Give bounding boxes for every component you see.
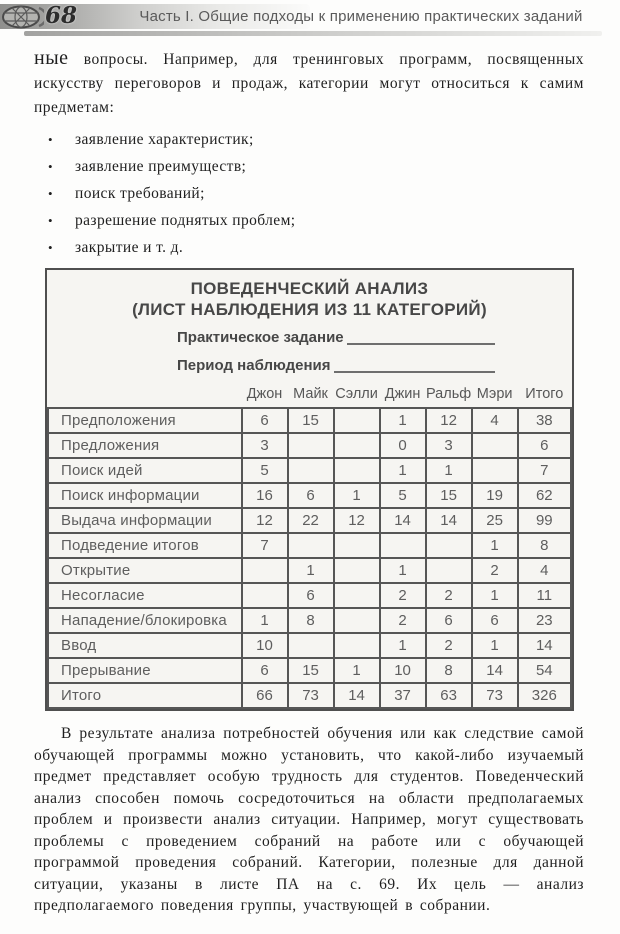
value-cell: 54 bbox=[518, 658, 571, 683]
value-cell: 14 bbox=[518, 633, 571, 658]
value-cell: 3 bbox=[242, 433, 288, 458]
bullet-marker: • bbox=[48, 186, 53, 201]
value-cell: 2 bbox=[426, 633, 472, 658]
bullet-item bbox=[48, 180, 584, 207]
column-header: Сэлли bbox=[335, 386, 378, 402]
value-cell: 11 bbox=[518, 583, 571, 608]
value-cell: 12 bbox=[242, 508, 288, 533]
intro-lead-word: ные bbox=[34, 47, 69, 69]
value-cell: 2 bbox=[472, 558, 518, 583]
value-cell bbox=[334, 458, 380, 483]
grid-body bbox=[48, 408, 571, 708]
value-cell: 1 bbox=[426, 458, 472, 483]
table-row bbox=[48, 583, 571, 608]
row-label: Поиск информации bbox=[48, 483, 242, 508]
value-cell: 1 bbox=[334, 658, 380, 683]
intro-text: вопросы. Например, для тренинговых программ, посвященных искусству переговоров и продаж, категории могут относиться к самим предметам: bbox=[34, 51, 584, 116]
value-cell bbox=[242, 558, 288, 583]
table-row bbox=[48, 558, 571, 583]
observation-table bbox=[47, 381, 572, 709]
value-cell: 1 bbox=[472, 633, 518, 658]
globe-icon bbox=[2, 5, 44, 29]
value-cell: 6 bbox=[518, 433, 571, 458]
page-number: 68 bbox=[45, 2, 78, 29]
table-row bbox=[48, 408, 571, 433]
row-label: Итого bbox=[48, 683, 242, 708]
value-cell: 66 bbox=[242, 683, 288, 708]
value-cell: 0 bbox=[380, 433, 426, 458]
value-cell: 62 bbox=[518, 483, 571, 508]
value-cell bbox=[334, 558, 380, 583]
value-cell: 63 bbox=[426, 683, 472, 708]
bullet-text: заявление преимуществ; bbox=[75, 158, 247, 175]
closing-paragraph: В результате анализа потребностей обучения или как следствие самой обучающей программы можно установить, что какой-либо изучаемый предмет представляет особую трудность для студентов. Поведенческий анализ способен помочь сосредоточиться на области предполагаемых проблем и произвести анализ ситуации. Например, могут существовать проблемы с проведением собраний на работе или с обучающей программой проведения собраний. Категории, полезные для данной ситуации, указаны в листе ПА на с. 69. Их цель — анализ предполагаемого поведения группы, участвующей в собрании. bbox=[34, 725, 584, 914]
bullet-text: закрытие и т. д. bbox=[75, 239, 184, 256]
value-cell: 14 bbox=[426, 508, 472, 533]
value-cell bbox=[472, 433, 518, 458]
value-cell: 3 bbox=[426, 433, 472, 458]
value-cell: 4 bbox=[518, 558, 571, 583]
value-cell: 6 bbox=[288, 583, 334, 608]
table-row bbox=[48, 683, 571, 708]
value-cell: 1 bbox=[288, 558, 334, 583]
value-cell: 14 bbox=[472, 658, 518, 683]
value-cell: 14 bbox=[380, 508, 426, 533]
row-label: Ввод bbox=[48, 633, 242, 658]
row-label: Предположения bbox=[48, 408, 242, 433]
value-cell: 23 bbox=[518, 608, 571, 633]
header-rule bbox=[24, 31, 602, 36]
bullet-text: разрешение поднятых проблем; bbox=[75, 212, 296, 229]
row-label: Несогласие bbox=[48, 583, 242, 608]
value-cell: 1 bbox=[380, 633, 426, 658]
value-cell: 6 bbox=[242, 658, 288, 683]
table-row bbox=[48, 633, 571, 658]
value-cell bbox=[426, 533, 472, 558]
grid-header-row bbox=[48, 381, 571, 408]
value-cell: 25 bbox=[472, 508, 518, 533]
column-header: Майк bbox=[293, 386, 328, 402]
bullet-marker: • bbox=[48, 132, 53, 147]
value-cell bbox=[334, 408, 380, 433]
value-cell: 16 bbox=[242, 483, 288, 508]
value-cell: 38 bbox=[518, 408, 571, 433]
table-row bbox=[48, 483, 571, 508]
value-cell: 326 bbox=[518, 683, 571, 708]
value-cell: 1 bbox=[472, 583, 518, 608]
value-cell: 8 bbox=[288, 608, 334, 633]
value-cell: 15 bbox=[288, 408, 334, 433]
value-cell: 12 bbox=[426, 408, 472, 433]
value-cell bbox=[288, 533, 334, 558]
field-observation-period bbox=[177, 356, 495, 376]
row-label: Поиск идей bbox=[48, 458, 242, 483]
value-cell: 1 bbox=[380, 458, 426, 483]
value-cell: 22 bbox=[288, 508, 334, 533]
value-cell bbox=[334, 583, 380, 608]
table-row bbox=[48, 533, 571, 558]
column-header-spacer bbox=[48, 381, 242, 408]
value-cell: 2 bbox=[380, 583, 426, 608]
table-row bbox=[48, 433, 571, 458]
sheet-subtitle: (ЛИСТ НАБЛЮДЕНИЯ ИЗ 11 КАТЕГОРИЙ) bbox=[132, 300, 487, 319]
value-cell bbox=[288, 633, 334, 658]
chapter-title: Часть I. Общие подходы к применению практических заданий bbox=[139, 8, 583, 25]
bullet-item bbox=[48, 126, 584, 153]
value-cell: 73 bbox=[472, 683, 518, 708]
table-row bbox=[48, 458, 571, 483]
value-cell bbox=[288, 458, 334, 483]
value-cell: 15 bbox=[288, 658, 334, 683]
table-row bbox=[48, 508, 571, 533]
column-header: Мэри bbox=[476, 386, 513, 402]
value-cell: 10 bbox=[380, 658, 426, 683]
row-label: Нападение/блокировка bbox=[48, 608, 242, 633]
column-header: Итого bbox=[525, 386, 564, 402]
value-cell: 10 bbox=[242, 633, 288, 658]
value-cell bbox=[426, 558, 472, 583]
table-row bbox=[48, 658, 571, 683]
column-header: Джин bbox=[384, 386, 421, 402]
value-cell: 5 bbox=[380, 483, 426, 508]
column-header: Джон bbox=[246, 386, 283, 402]
bullet-text: поиск требований; bbox=[75, 185, 205, 202]
row-label: Предложения bbox=[48, 433, 242, 458]
value-cell: 19 bbox=[472, 483, 518, 508]
blank-line bbox=[334, 356, 496, 373]
value-cell bbox=[472, 458, 518, 483]
bullet-marker: • bbox=[48, 159, 53, 174]
value-cell bbox=[380, 533, 426, 558]
field-practical-task bbox=[177, 328, 495, 348]
row-label: Подведение итогов bbox=[48, 533, 242, 558]
value-cell: 73 bbox=[288, 683, 334, 708]
value-cell: 1 bbox=[334, 483, 380, 508]
page-header bbox=[0, 0, 620, 40]
value-cell: 8 bbox=[518, 533, 571, 558]
value-cell: 7 bbox=[242, 533, 288, 558]
value-cell: 6 bbox=[472, 608, 518, 633]
value-cell: 6 bbox=[288, 483, 334, 508]
sheet-title: ПОВЕДЕНЧЕСКИЙ АНАЛИЗ bbox=[190, 279, 429, 298]
value-cell bbox=[334, 608, 380, 633]
column-header: Ральф bbox=[425, 386, 472, 402]
bullet-list bbox=[34, 126, 584, 261]
value-cell bbox=[334, 533, 380, 558]
value-cell: 99 bbox=[518, 508, 571, 533]
value-cell bbox=[242, 583, 288, 608]
value-cell: 15 bbox=[426, 483, 472, 508]
field-label: Период наблюдения bbox=[177, 357, 331, 374]
value-cell bbox=[334, 633, 380, 658]
bullet-marker: • bbox=[48, 213, 53, 228]
page-body bbox=[0, 40, 620, 917]
value-cell: 4 bbox=[472, 408, 518, 433]
bullet-marker: • bbox=[48, 240, 53, 255]
value-cell: 1 bbox=[472, 533, 518, 558]
behavior-analysis-sheet bbox=[45, 268, 574, 711]
value-cell: 7 bbox=[518, 458, 571, 483]
value-cell: 37 bbox=[380, 683, 426, 708]
value-cell: 6 bbox=[426, 608, 472, 633]
bullet-text: заявление характеристик; bbox=[75, 131, 254, 148]
table-row bbox=[48, 608, 571, 633]
value-cell: 1 bbox=[242, 608, 288, 633]
value-cell: 12 bbox=[334, 508, 380, 533]
value-cell: 8 bbox=[426, 658, 472, 683]
value-cell bbox=[288, 433, 334, 458]
field-label: Практическое задание bbox=[177, 329, 344, 346]
bullet-item bbox=[48, 153, 584, 180]
blank-line bbox=[347, 328, 495, 345]
value-cell bbox=[334, 433, 380, 458]
value-cell: 6 bbox=[242, 408, 288, 433]
row-label: Выдача информации bbox=[48, 508, 242, 533]
row-label: Прерывание bbox=[48, 658, 242, 683]
bullet-item bbox=[48, 234, 584, 261]
value-cell: 1 bbox=[380, 558, 426, 583]
value-cell: 1 bbox=[380, 408, 426, 433]
value-cell: 2 bbox=[426, 583, 472, 608]
value-cell: 5 bbox=[242, 458, 288, 483]
row-label: Открытие bbox=[48, 558, 242, 583]
intro-paragraph bbox=[34, 46, 584, 120]
bullet-item bbox=[48, 207, 584, 234]
value-cell: 2 bbox=[380, 608, 426, 633]
value-cell: 14 bbox=[334, 683, 380, 708]
